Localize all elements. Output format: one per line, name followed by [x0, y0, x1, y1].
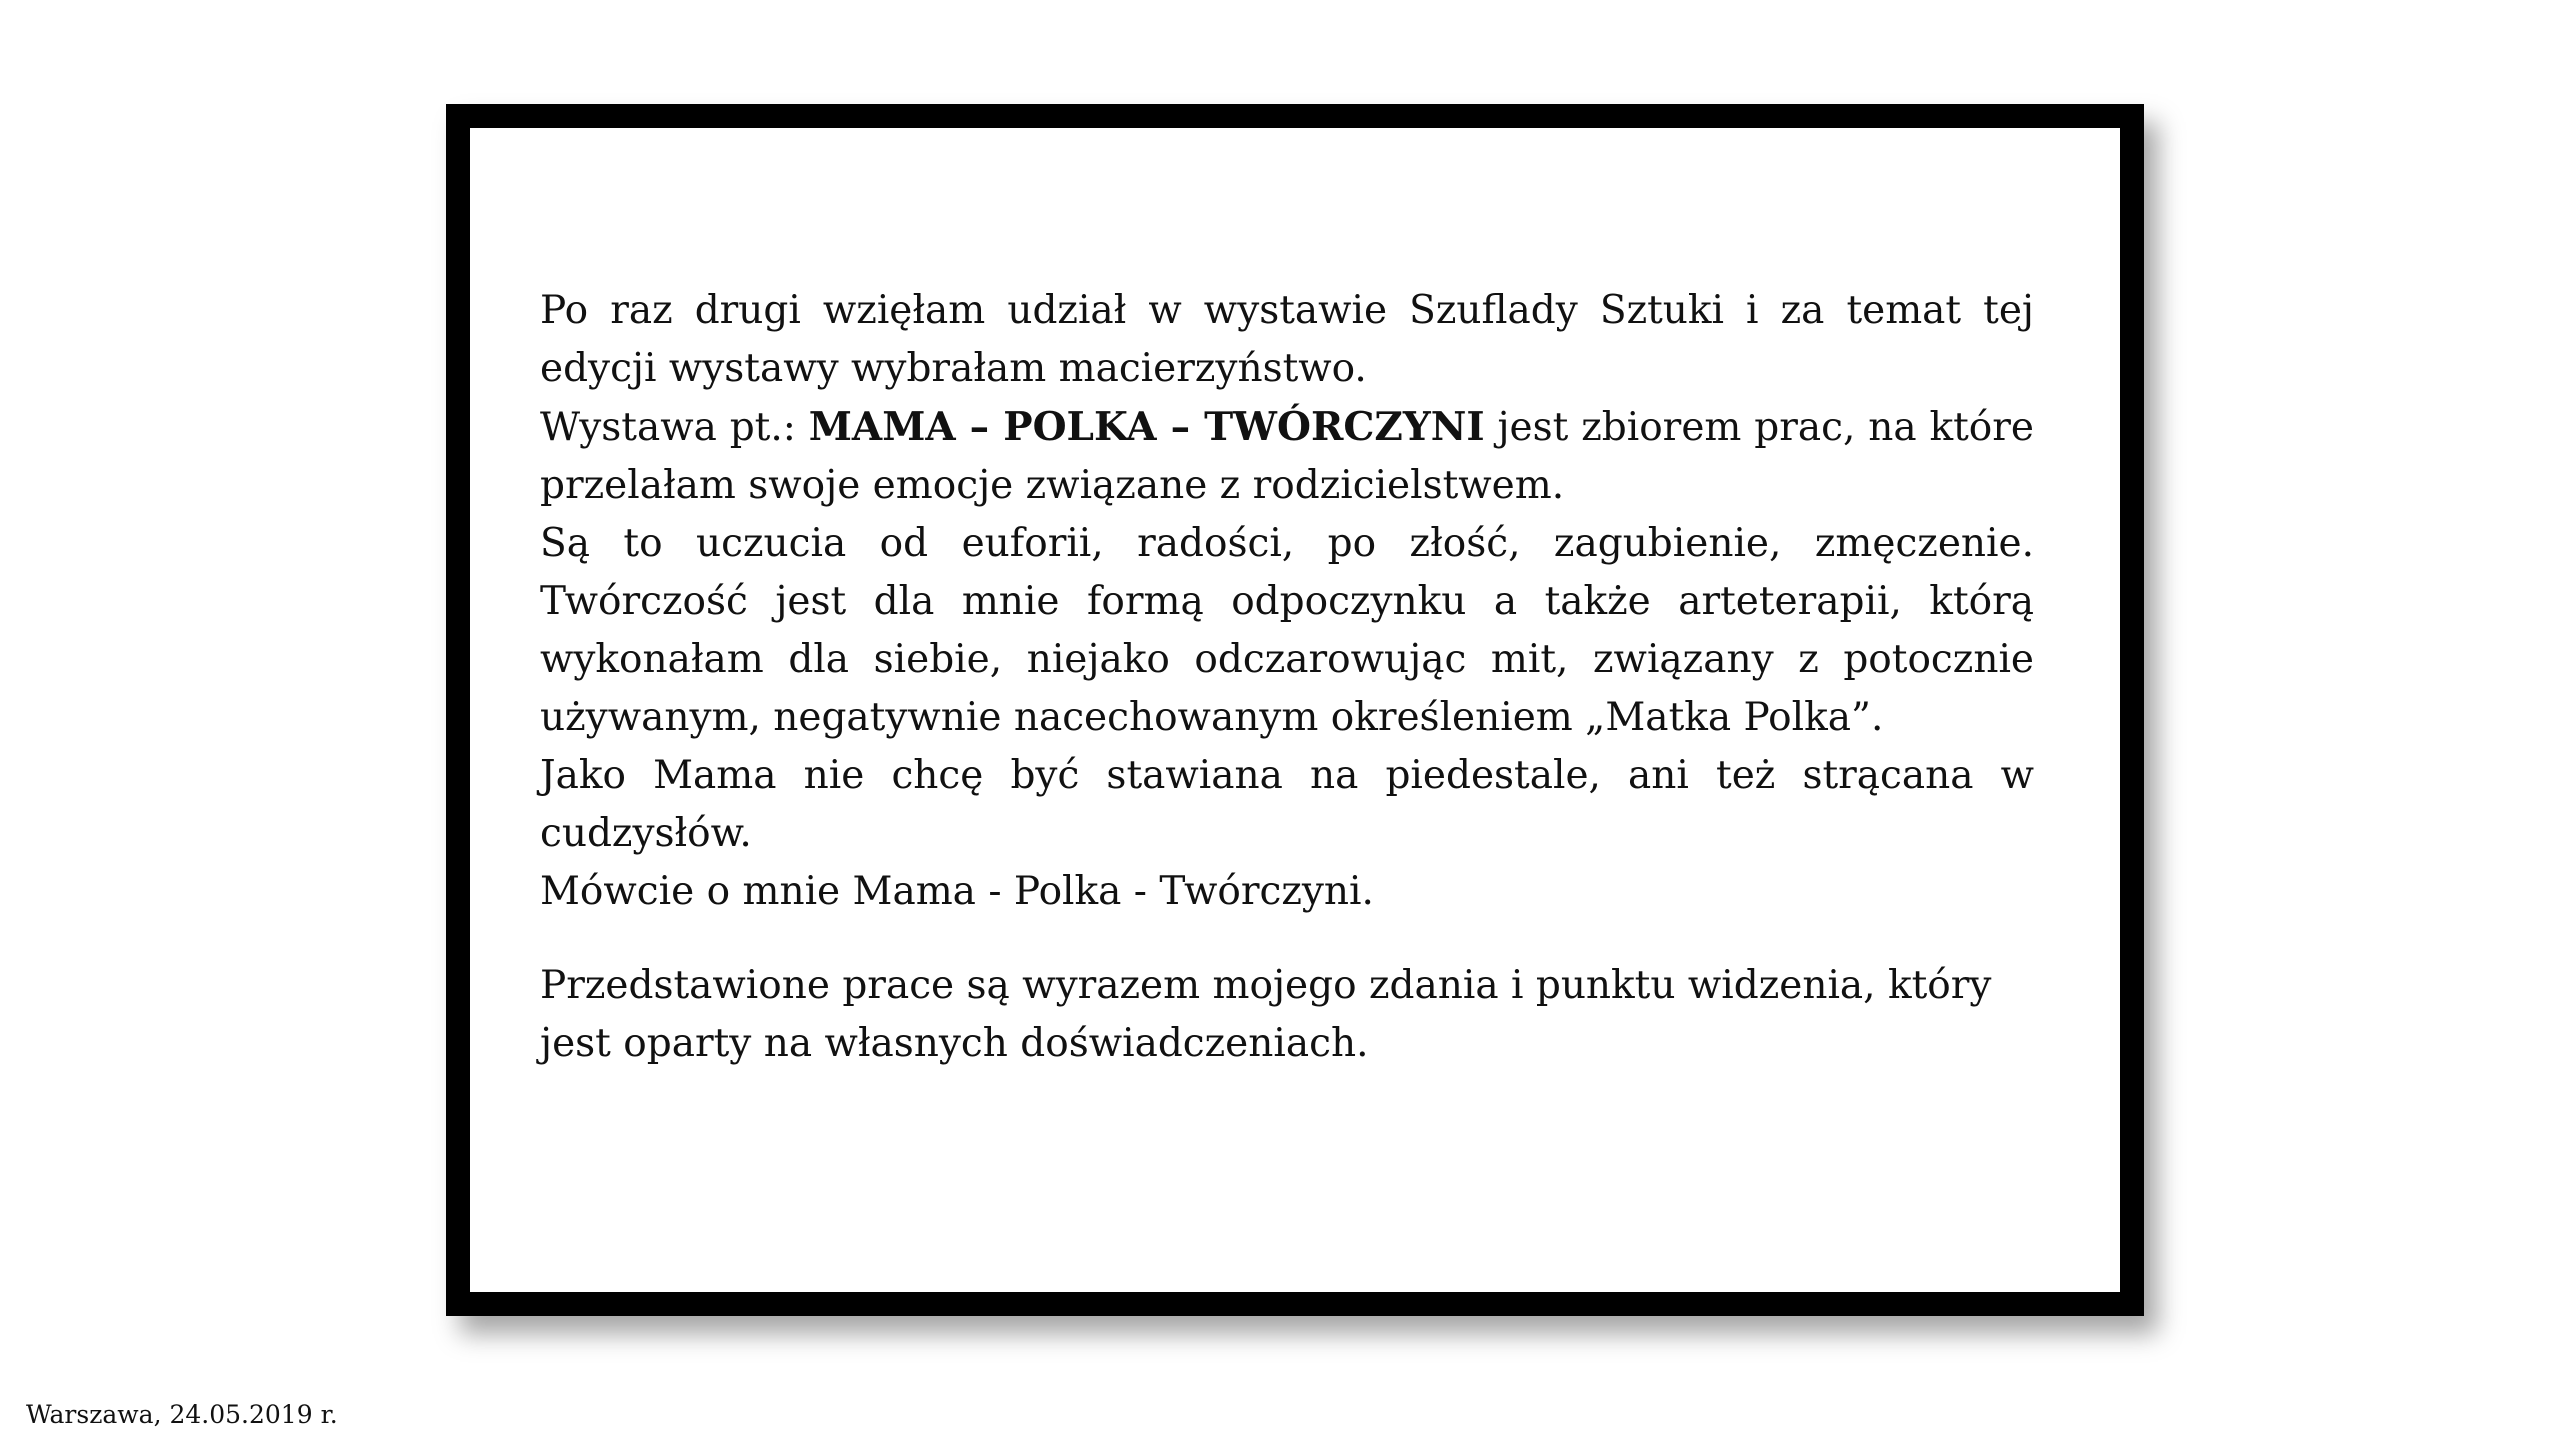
paragraph-exhibition-title — [540, 398, 2034, 515]
exhibition-statement — [540, 282, 2034, 1073]
exhibition-suffix: jest zbiorem prac, na które przelałam swoje emocje związane z rodzicielstwem. — [540, 405, 2034, 508]
paragraph-intro: Po raz drugi wzięłam udział w wystawie Szuflady Sztuki i za temat tej edycji wystawy wybrałam macierzyństwo. — [540, 288, 2034, 391]
exhibition-prefix: Wystawa pt.: — [540, 405, 809, 450]
place-date: Warszawa, 24.05.2019 r. — [26, 1400, 338, 1429]
paragraph-closing: Przedstawione prace są wyrazem mojego zdania i punktu widzenia, który jest oparty na własnych doświadczeniach. — [540, 963, 1992, 1066]
paragraph-spacer — [540, 921, 2034, 957]
exhibition-title: MAMA – POLKA – TWÓRCZYNI — [808, 404, 1485, 450]
paragraph-call: Mówcie o mnie Mama - Polka - Twórczyni. — [540, 869, 1374, 914]
paragraph-pedestal: Jako Mama nie chcę być stawiana na piedestale, ani też strącana w cudzysłów. — [540, 753, 2034, 856]
paragraph-emotions: Są to uczucia od euforii, radości, po złość, zagubienie, zmęczenie. Twórczość jest dla mnie formą odpoczynku a także arteterapii, którą wykonałam dla siebie, niejako odczarowując mit, związany z potocznie używanym, negatywnie nacechowanym określeniem „Matka Polka”. — [540, 521, 2034, 740]
